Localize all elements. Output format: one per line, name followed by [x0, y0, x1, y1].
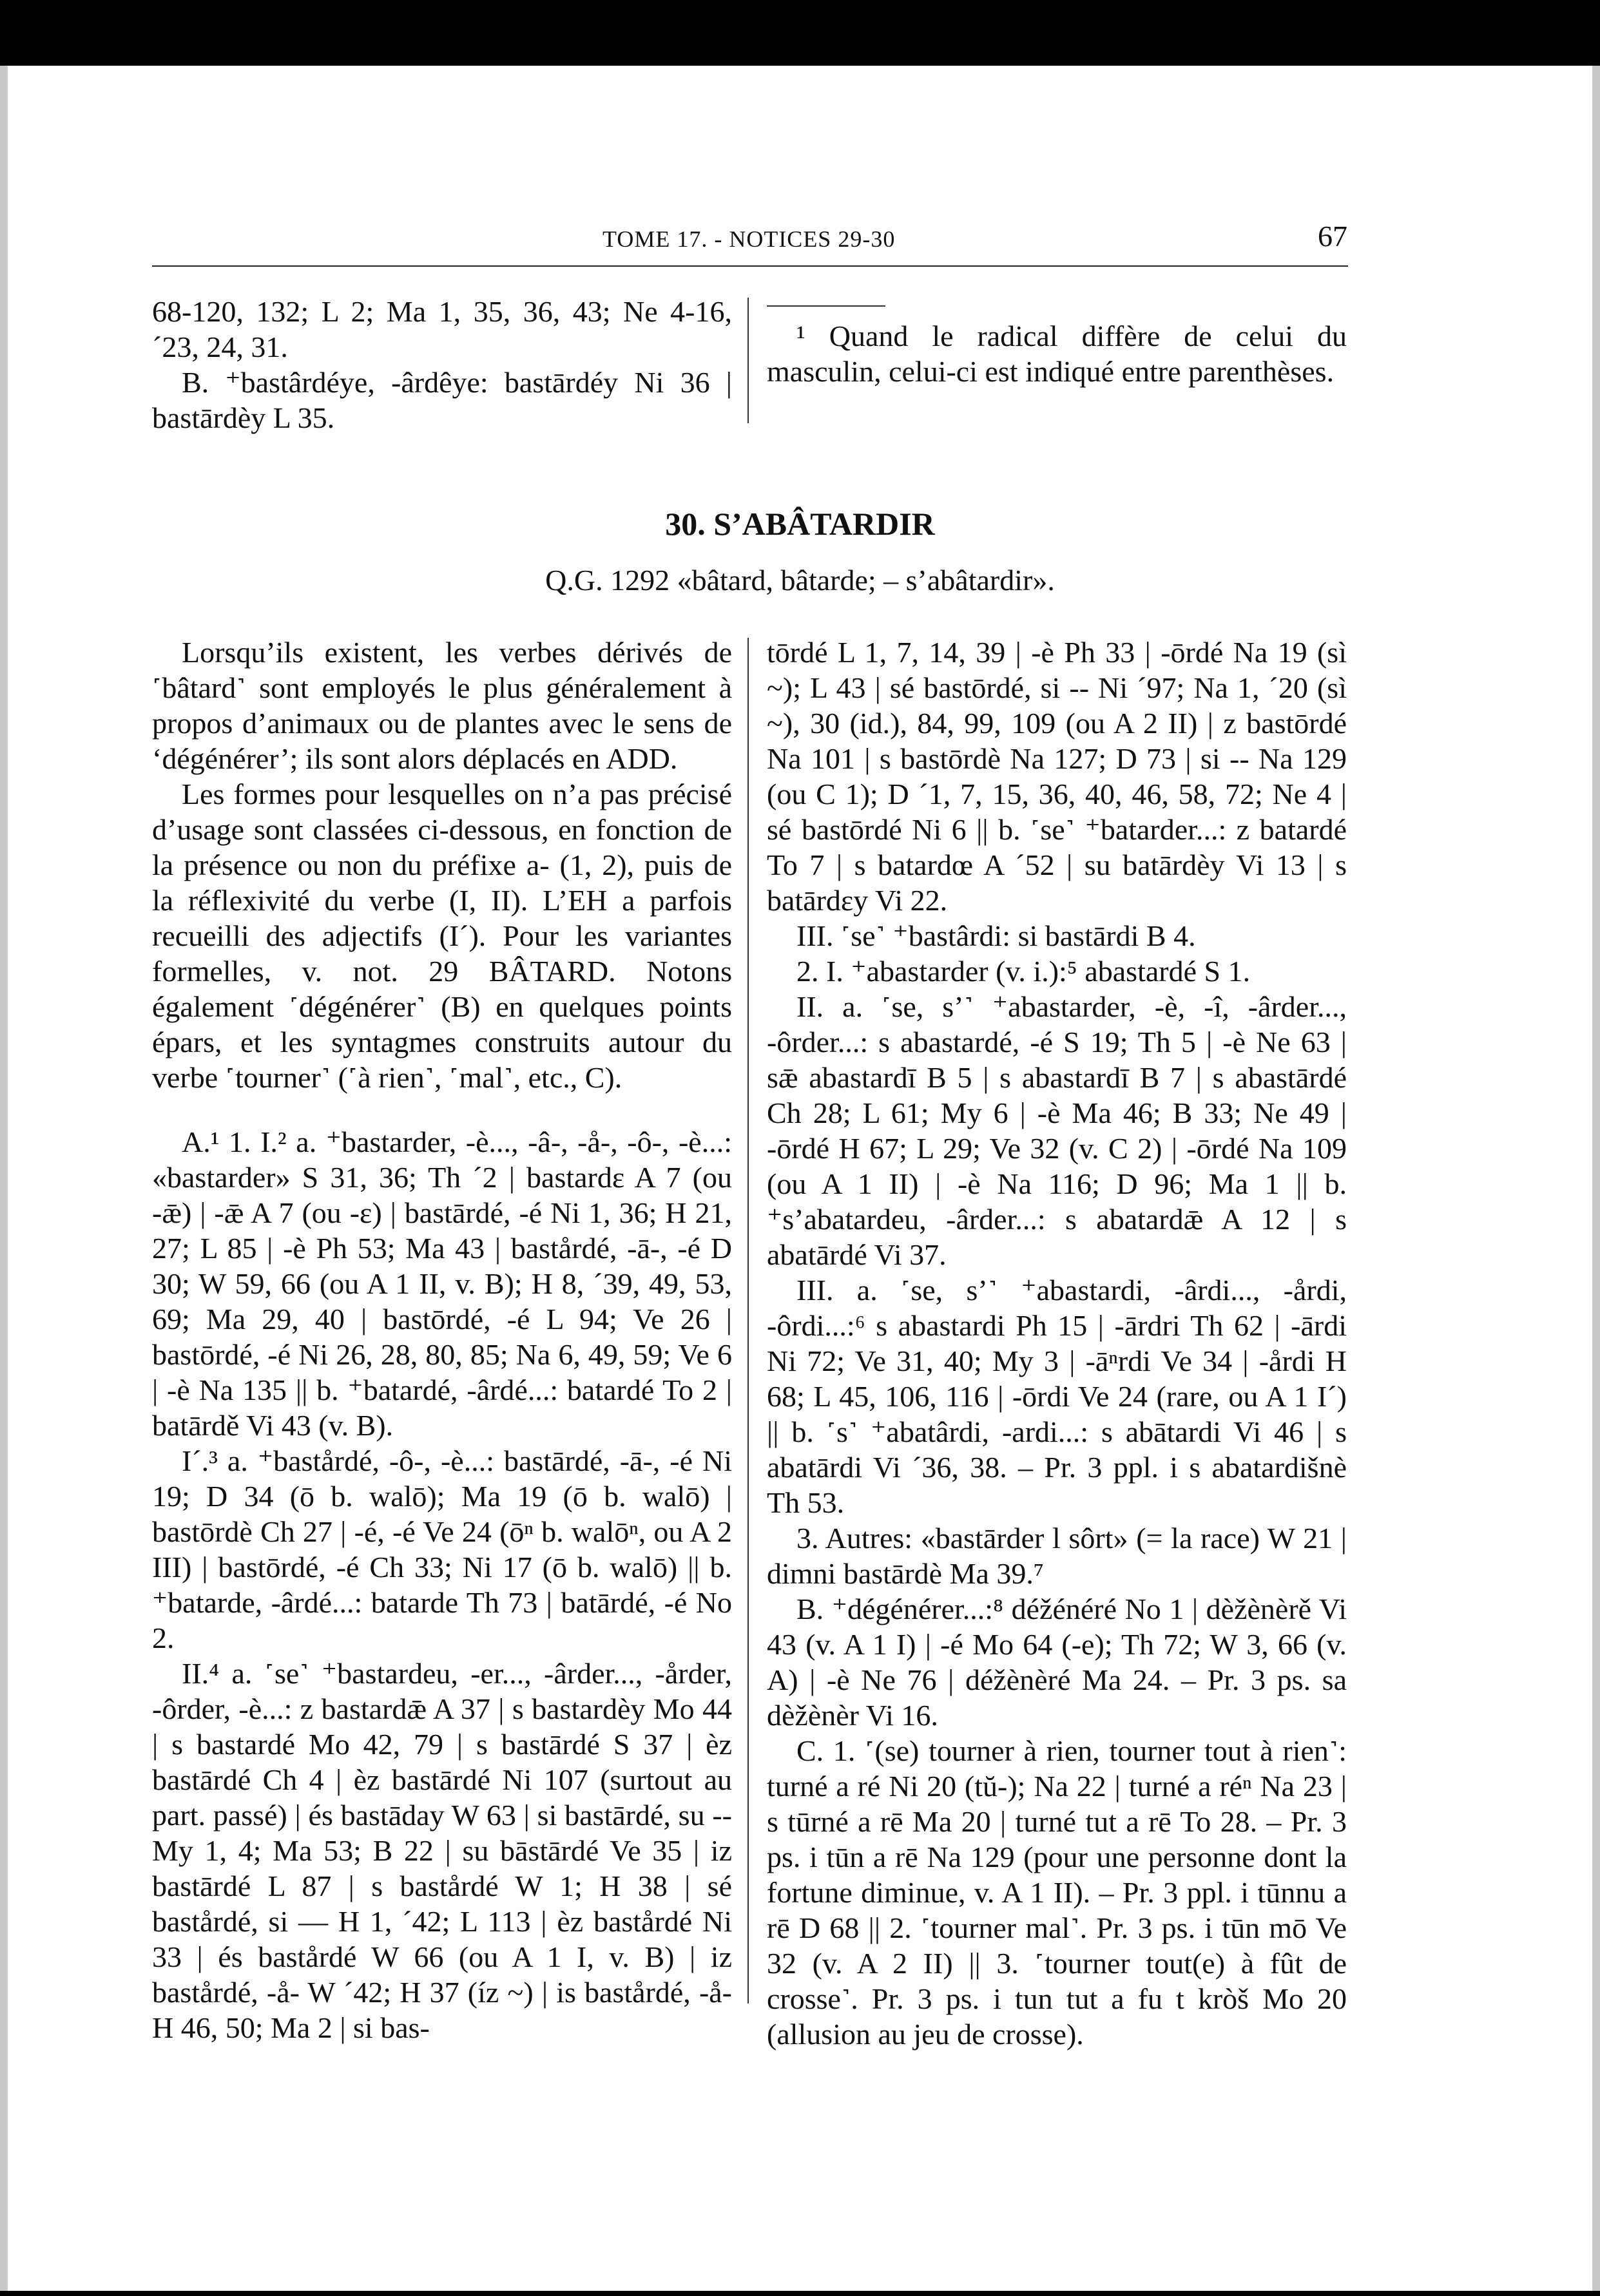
paragraph: B. ⁺dégénérer...:⁸ déžénéré No 1 | dèžènèrě Vi 43 (v. A 1 I) | -é Mo 64 (-e); Th 72; W 3, 66 (v. A) | -è Ne 76 | déžènèré Ma 24. – Pr. 3 ps. sa dèžènèr Vi 16.: [767, 1593, 1347, 1732]
paragraph: II.⁴ a. ˹se˺ ⁺bastardeu, -er..., -ârder..., -årder, -ôrder, -è...: z bastardǣ A 37 | s bastardèy Mo 44 | s bastardé Mo 42, 79 | s bastārdé S 37 | èz bastārdé Ch 4 | èz bastārdé Ni 107 (surtout au part. passé) | és bastāday W 63 | si bastārdé, su -- My 1, 4; Ma 53; B 22 | su bāstārdé Ve 35 | iz bastārdé L 87 | s bastårdé W 1; H 38 | sé bastårdé, si — H 1, ´42; L 113 | èz bastårdé Ni 33 | és bastårdé W 66 (ou A 1 I, v. B) | iz bastårdé, -å- W ´42; H 37 (íz ~) | is bastårdé, -å- H 46, 50; Ma 2 | si bas-: [152, 1657, 732, 2044]
article-subtitle: Q.G. 1292 «bâtard, bâtarde; – s’abâtardir».: [545, 564, 1055, 597]
paragraph: Lorsqu’ils existent, les verbes dérivés de ˹bâtard˺ sont employés le plus généralement à propos d’animaux ou de plantes avec le sens de ‘dégénérer’; ils sont alors déplacés en ADD.: [152, 636, 732, 775]
column-rule-top: [747, 298, 749, 423]
scan-bottom-border: [0, 2291, 1600, 2296]
footnote-rule: [767, 305, 885, 307]
paragraph: Les formes pour lesquelles on n’a pas précisé d’usage sont classées ci-dessous, en fonction de la présence ou non du préfixe a- (1, 2), puis de la réflexivité du verbe (I, II). L’EH a parfois recueilli des adjectifs (I´). Pour les variantes formelles, v. not. 29 BÂTARD. Notons également ˹dégénérer˺ (B) en quelques points épars, et les syntagmes construits autour du verbe ˹tourner˺ (˹à rien˺, ˹mal˺, etc., C).: [152, 778, 732, 1094]
footnote-block: [767, 294, 1347, 389]
paragraph: III. a. ˹se, s’˺ ⁺abastardi, -ârdi..., -årdi, -ôrdi...:⁶ s abastardi Ph 15 | -ārdri Th 62 | -ārdi Ni 72; Ve 31, 40; My 3 | -āⁿrdi Ve 34 | -årdi H 68; L 45, 106, 116 | -ōrdi Ve 24 (rare, ou A 1 I´) || b. ˹s˺ ⁺abatârdi, -ardi...: s abātardi Vi 46 | s abatārdi Vi ´36, 38. – Pr. 3 ppl. i s abatardišnè Th 53.: [767, 1274, 1347, 1519]
continuation-line: 68-120, 132; L 2; Ma 1, 35, 36, 43; Ne 4-16, ´23, 24, 31.: [152, 295, 732, 363]
footnote-text: ¹ Quand le radical diffère de celui du masculin, celui-ci est indiqué entre parenthèses.: [767, 320, 1347, 388]
paragraph: C. 1. ˹(se) tourner à rien, tourner tout à rien˺: turné a ré Ni 20 (tŭ-); Na 22 | turné a réⁿ Na 23 | s tūrné a rē Ma 20 | turné tut a rē To 28. – Pr. 3 ps. i tūn a rē Na 129 (pour une personne dont la fortune diminue, v. A 1 II). – Pr. 3 ppl. i tūnnu a rē D 68 || 2. ˹tourner mal˺. Pr. 3 ps. i tūn mō Ve 32 (v. A 2 II) || 3. ˹tourner tout(e) à fût de crosse˺. Pr. 3 ps. i tun tut a fu t kròš Mo 20 (allusion au jeu de crosse).: [767, 1734, 1347, 2051]
scan-right-edge: [1592, 66, 1600, 2296]
page-number: 67: [1318, 220, 1347, 253]
paragraph: II. a. ˹se, s’˺ ⁺abastarder, -è, -î, -ârder..., -ôrder...: s abastardé, -é S 19; Th 5 | -è Ne 63 | sǣ abastardī B 5 | s abastardī B 7 | s abastārdé Ch 28; L 61; My 6 | -è Ma 46; B 33; Ne 49 | -ōrdé H 67; L 29; Ve 32 (v. C 2) | -ōrdé Na 109 (ou A 1 II) | -è Na 116; D 96; Ma 1 || b. ⁺s’abatardeu, -ârder...: s abatardǣ A 12 | s abatārdé Vi 37.: [767, 990, 1347, 1271]
article-title: 30. S’ABÂTARDIR: [665, 506, 935, 542]
running-head: TOME 17. - NOTICES 29-30: [602, 226, 896, 252]
paragraph: tōrdé L 1, 7, 14, 39 | -è Ph 33 | -ōrdé Na 19 (sì ~); L 43 | sé bastōrdé, si -- Ni ´97; Na 1, ´20 (sì ~), 30 (id.), 84, 99, 109 (ou A 2 II) | z bastōrdé Na 101 | s bastōrdè Na 127; D 73 | si -- Na 129 (ou C 1); D ´1, 7, 15, 36, 40, 46, 58, 72; Ne 4 | sé bastōrdé Ni 6 || b. ˹se˺ ⁺batarder...: z batardé To 7 | s batardœ A ´52 | su batārdèy Vi 13 | s batārdɛy Vi 22.: [767, 636, 1347, 917]
paragraph: A.¹ 1. I.² a. ⁺bastarder, -è..., -â-, -å-, -ô-, -è...: «bastarder» S 31, 36; Th ´2 | bastardɛ A 7 (ou -ǣ) | -ǣ A 7 (ou -ɛ) | bastārdé, -é Ni 1, 36; H 21, 27; L 85 | -è Ph 53; Ma 43 | bastårdé, -ā-, -é D 30; W 59, 66 (ou A 1 II, v. B); H 8, ´39, 49, 53, 69; Ma 29, 40 | bastōrdé, -é L 94; Ve 26 | bastōrdé, -é Ni 26, 28, 80, 85; Na 6, 49, 59; Ve 6 | -è Na 135 || b. ⁺batardé, -ârdé...: batardé To 2 | batārdě Vi 43 (v. B).: [152, 1125, 732, 1442]
left-column: [152, 635, 732, 2045]
paragraph: I´.³ a. ⁺bastårdé, -ô-, -è...: bastārdé, -ā-, -é Ni 19; D 34 (ō b. walō); Ma 19 (ō b. walō) | bastōrdè Ch 27 | -é, -é Ve 24 (ōⁿ b. walōⁿ, ou A 2 III) | bastōrdé, -é Ch 33; Ni 17 (ō b. walō) || b. ⁺batarde, -ârdé...: batarde Th 73 | batārdé, -é No 2.: [152, 1444, 732, 1654]
column-rule: [747, 638, 749, 2004]
continuation-line: B. ⁺bastârdéye, -ârdêye: bastārdéy Ni 36 | bastārdèy L 35.: [152, 366, 732, 434]
paragraph: III. ˹se˺ ⁺bastârdi: si bastārdi B 4.: [796, 919, 1196, 952]
header-rule: [152, 265, 1348, 267]
paragraph: 2. I. ⁺abastarder (v. i.):⁵ abastardé S 1.: [796, 955, 1251, 988]
scan-left-edge: [0, 66, 8, 2296]
top-left-continuation: [152, 294, 732, 435]
right-column: [767, 635, 1347, 2052]
scan-top-border: [0, 0, 1600, 66]
paragraph: 3. Autres: «bastārder l sôrt» (= la race) W 21 | dimni bastārdè Ma 39.⁷: [767, 1522, 1347, 1590]
